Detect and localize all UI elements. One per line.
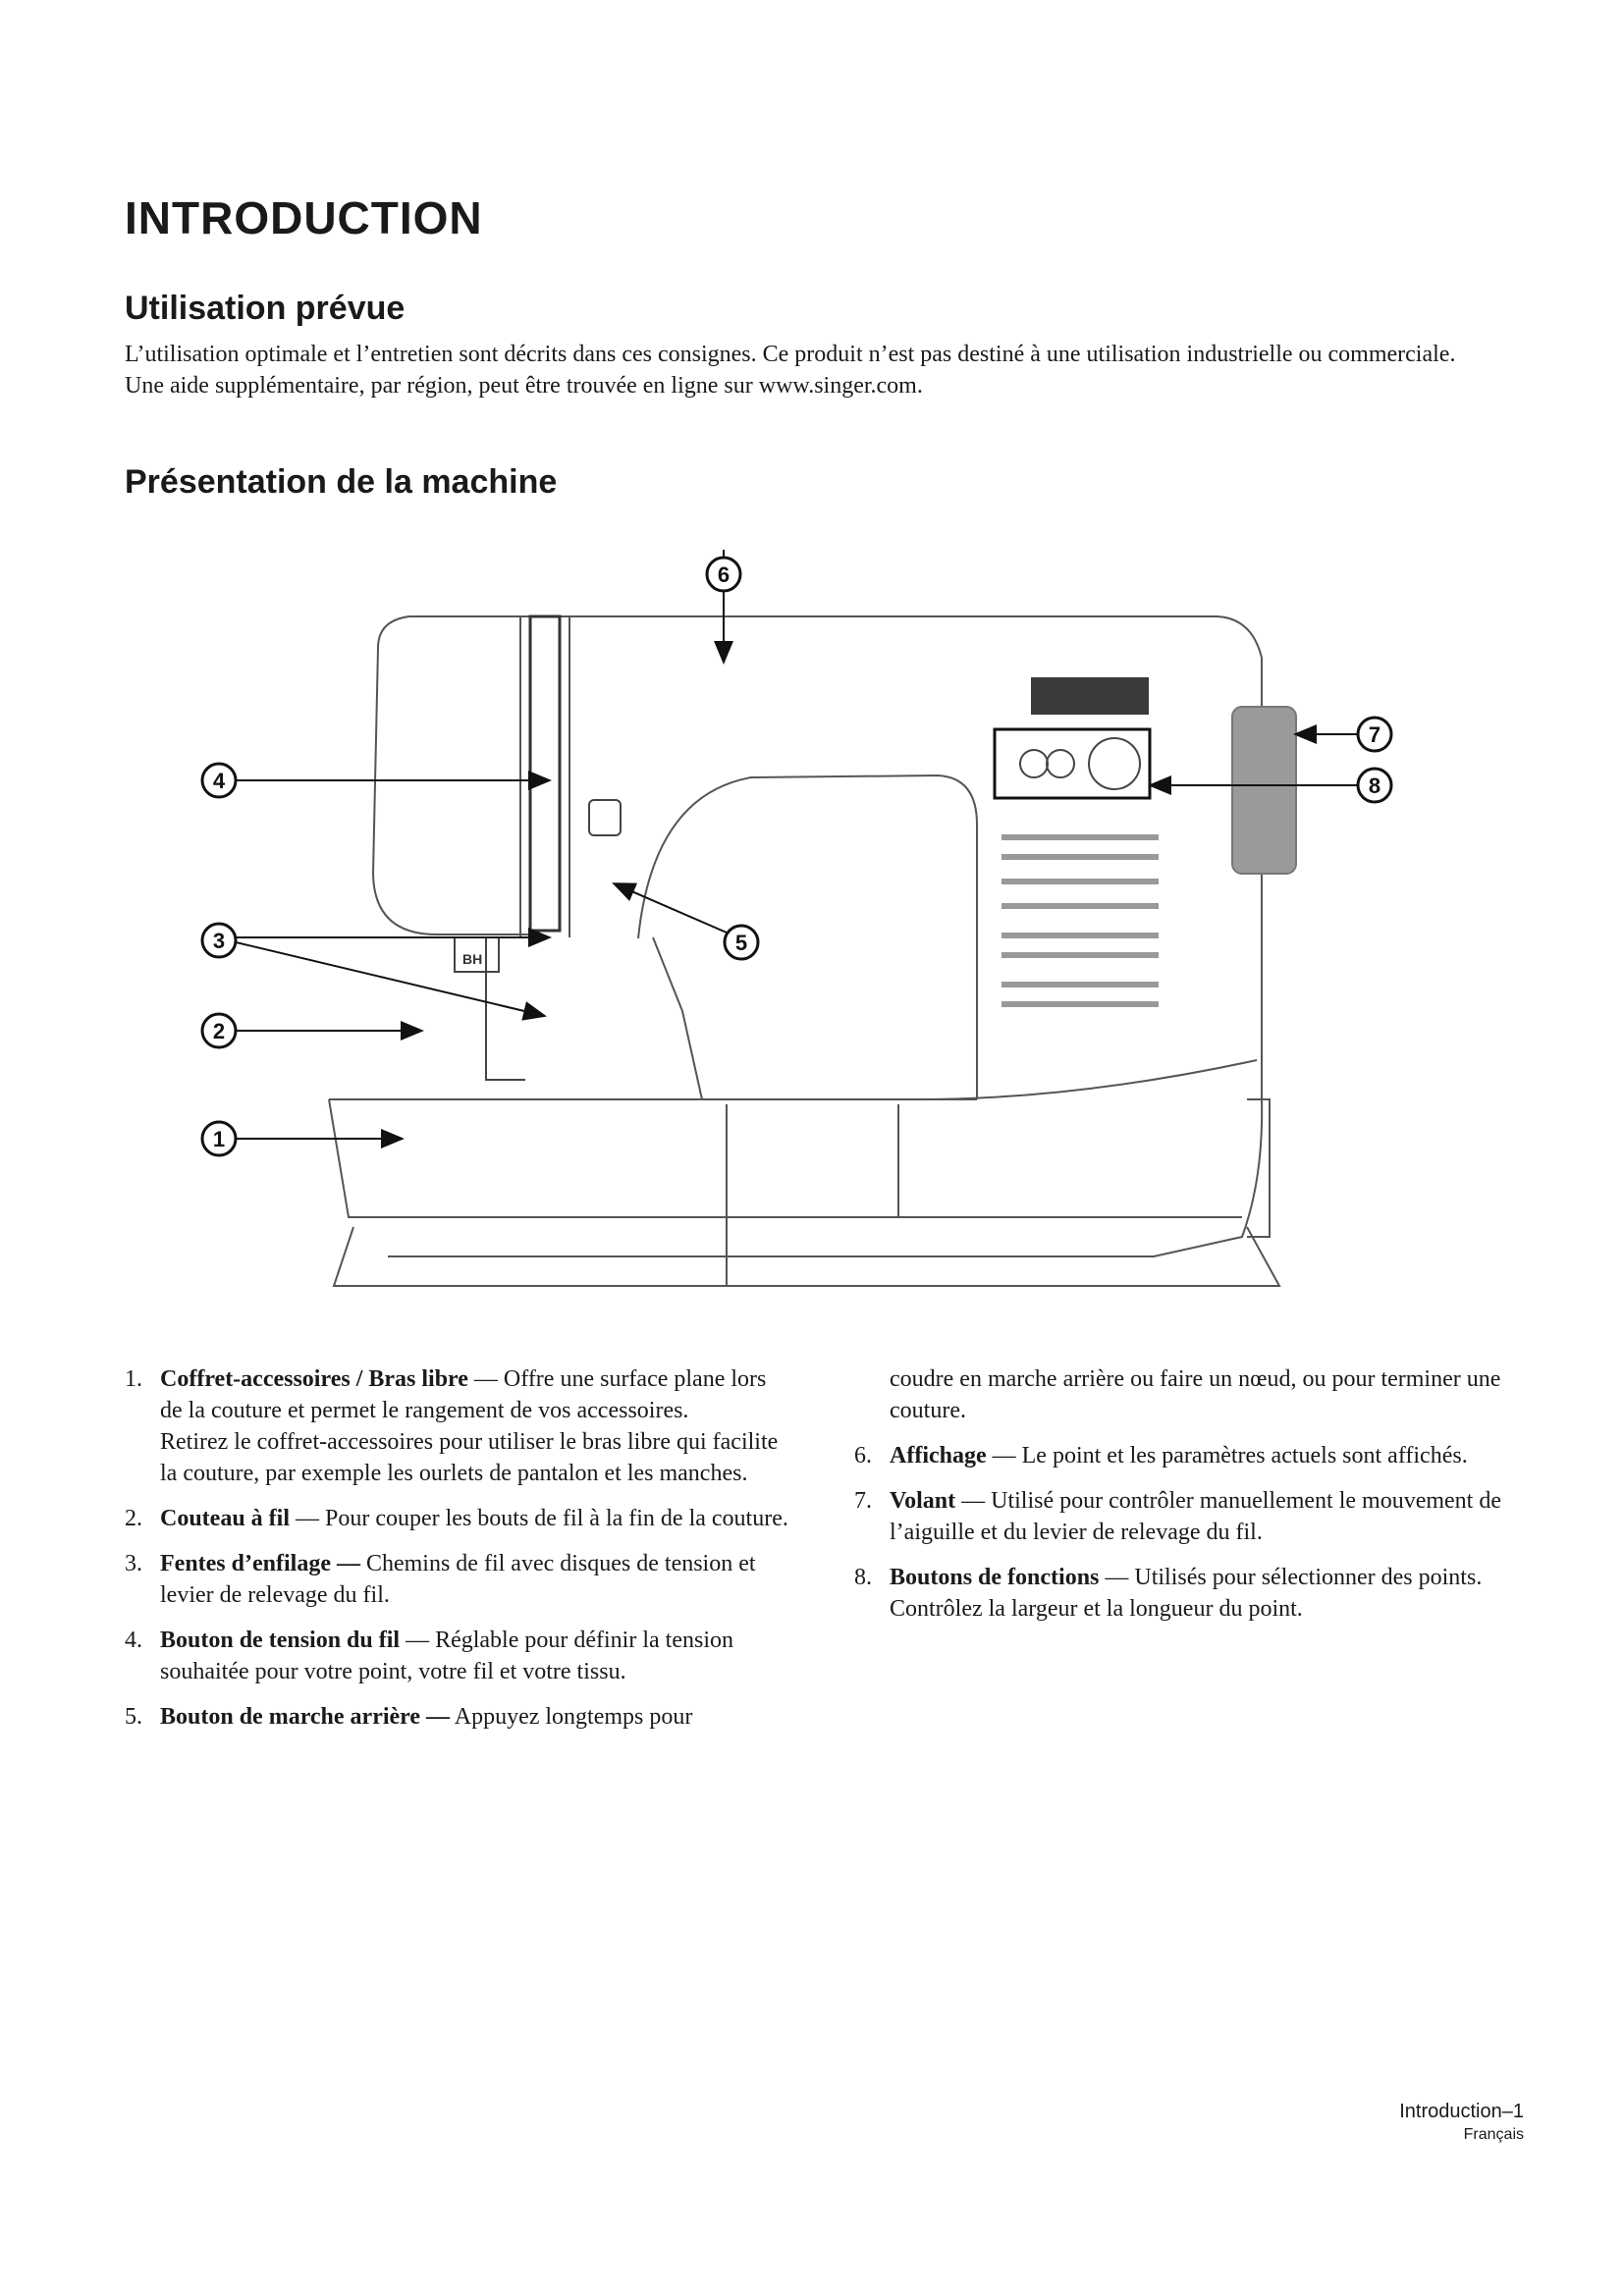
item-term: Coffret-accessoires / Bras libre bbox=[160, 1366, 468, 1392]
callout-label-7: 7 bbox=[1368, 722, 1381, 747]
threading-slot bbox=[530, 616, 560, 931]
reverse-button bbox=[589, 800, 621, 835]
page-title: INTRODUCTION bbox=[125, 192, 483, 243]
intro-paragraph-1: L’utilisation optimale et l’entretien sont décrits dans ces consignes. Ce produit n’est pas destiné à une utilisation industrielle ou commerciale. bbox=[125, 342, 1456, 367]
function-button-panel bbox=[995, 729, 1150, 798]
list-item bbox=[125, 1503, 792, 1534]
item-description: Utilisé pour contrôler manuellement le mouvement de l’aiguille et du levier de relevage du fil. bbox=[890, 1488, 1501, 1545]
parts-list-right bbox=[854, 1363, 1512, 1638]
item-description: Pour couper les bouts de fil à la fin de la couture. bbox=[325, 1506, 788, 1531]
presser-foot-label: BH bbox=[462, 951, 483, 967]
item-description: Réglable pour définir la tension souhaitée pour votre point, votre fil et votre tissu. bbox=[160, 1628, 733, 1684]
item-separator: — bbox=[955, 1488, 992, 1514]
intro-text bbox=[125, 339, 1519, 401]
function-button bbox=[1047, 750, 1074, 777]
list-item-continuation bbox=[854, 1363, 1512, 1426]
item-term: Bouton de tension du fil bbox=[160, 1628, 401, 1653]
list-item bbox=[125, 1701, 792, 1733]
callout-label-8: 8 bbox=[1368, 774, 1381, 798]
item-term: Bouton de marche arrière — bbox=[160, 1704, 451, 1730]
item-number: 6. bbox=[854, 1443, 872, 1468]
list-item bbox=[854, 1485, 1512, 1548]
display-screen bbox=[1031, 677, 1149, 715]
callout-label-5: 5 bbox=[734, 931, 748, 955]
item-separator: — bbox=[986, 1443, 1022, 1468]
list-item bbox=[125, 1363, 792, 1489]
list-item bbox=[125, 1548, 792, 1611]
item-extra: Retirez le coffret-accessoires pour utiliser le bras libre qui facilite la couture, par exemple les ourlets de pantalon et les manches. bbox=[160, 1429, 779, 1486]
sewing-machine-diagram bbox=[191, 550, 1488, 1296]
section-heading-presentation: Présentation de la machine bbox=[125, 463, 558, 501]
callout-label-3: 3 bbox=[212, 929, 226, 953]
callout-label-1: 1 bbox=[212, 1127, 226, 1151]
item-separator: — bbox=[290, 1506, 325, 1531]
item-term: Fentes d’enfilage — bbox=[160, 1551, 360, 1576]
stitch-chart bbox=[1001, 834, 1159, 1007]
item-continuation: coudre en marche arrière ou faire un nœud, ou pour terminer une couture. bbox=[890, 1366, 1501, 1423]
item-description: Chemins de fil avec disques de tension et levier de relevage du fil. bbox=[160, 1551, 756, 1608]
parts-list-left bbox=[125, 1363, 792, 1746]
item-number: 7. bbox=[854, 1488, 872, 1514]
item-number: 2. bbox=[125, 1506, 142, 1531]
list-item bbox=[854, 1440, 1512, 1471]
item-term: Couteau à fil bbox=[160, 1506, 290, 1531]
intro-paragraph-2: Une aide supplémentaire, par région, peut être trouvée en ligne sur www.singer.com. bbox=[125, 373, 923, 399]
item-term: Volant bbox=[890, 1488, 956, 1514]
list-item bbox=[125, 1625, 792, 1687]
item-term: Boutons de fonctions bbox=[890, 1565, 1100, 1590]
item-number: 3. bbox=[125, 1551, 142, 1576]
section-heading-utilisation: Utilisation prévue bbox=[125, 290, 406, 327]
item-separator: — bbox=[400, 1628, 436, 1653]
callout-label-2: 2 bbox=[212, 1019, 226, 1043]
item-description: Utilisés pour sélectionner des points. Contrôlez la largeur et la longueur du point. bbox=[890, 1565, 1483, 1622]
footer-language: Français bbox=[1463, 2126, 1524, 2143]
item-number: 4. bbox=[125, 1628, 142, 1653]
item-number: 5. bbox=[125, 1704, 142, 1730]
item-description: Appuyez longtemps pour bbox=[454, 1704, 693, 1730]
function-button bbox=[1020, 750, 1048, 777]
callout-label-6: 6 bbox=[717, 562, 731, 587]
callout-label-4: 4 bbox=[212, 769, 226, 793]
item-description: Offre une surface plane lors de la couture et permet le rangement de vos accessoires. bbox=[160, 1366, 767, 1423]
item-separator: — bbox=[1099, 1565, 1135, 1590]
list-item bbox=[854, 1562, 1512, 1625]
navigation-pad bbox=[1089, 738, 1140, 789]
item-number: 1. bbox=[125, 1366, 142, 1392]
footer-page-label: Introduction–1 bbox=[1399, 2101, 1524, 2122]
item-separator: — bbox=[467, 1366, 504, 1392]
item-number: 8. bbox=[854, 1565, 872, 1590]
item-term: Affichage bbox=[890, 1443, 987, 1468]
item-description: Le point et les paramètres actuels sont affichés. bbox=[1021, 1443, 1468, 1468]
